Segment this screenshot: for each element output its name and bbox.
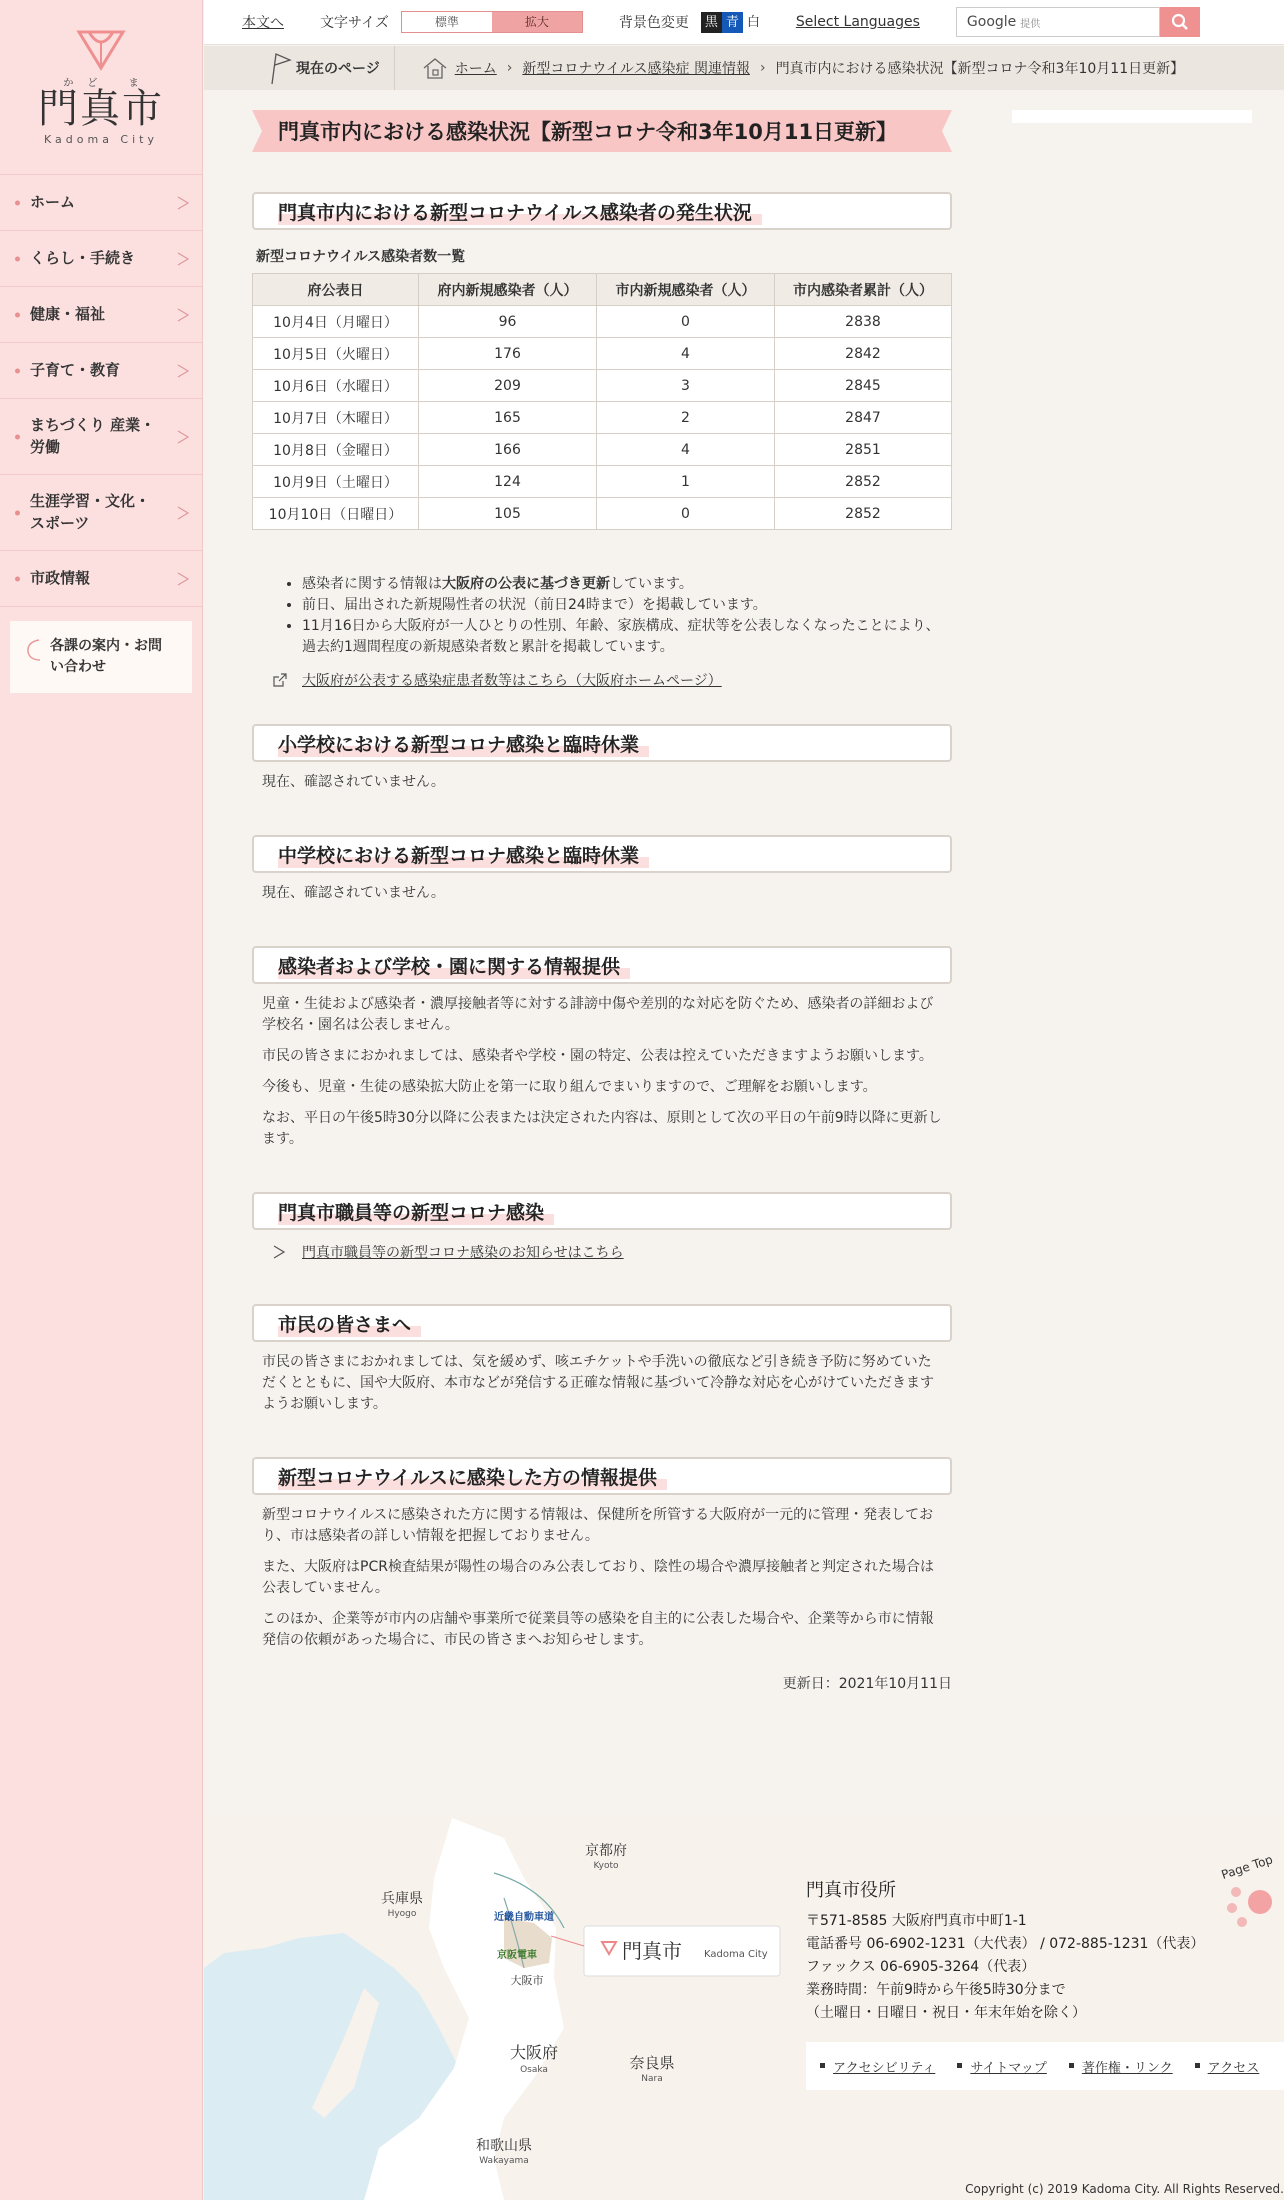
bg-black-button[interactable]: 黒 [701,12,722,33]
search-input[interactable] [956,7,1160,37]
table-header: 府公表日 [253,274,419,306]
section-heading: 市民の皆さまへ [252,1304,952,1342]
copyright: Copyright (c) 2019 Kadoma City. All Rights Reserved. [965,2182,1284,2196]
bg-blue-button[interactable]: 青 [722,12,743,33]
list-item: • 11月16日から大阪府が一人ひとりの性別、年齢、家族構成、症状等を公表しなくなったことにより、過去約1週間程度の新規感染者数と累計を掲載しています。 [302,616,952,658]
current-page-label: 現在のページ [296,61,380,77]
section-heading: 小学校における新型コロナ感染と臨時休業 [252,724,952,762]
staff-notice-link[interactable]: 門真市職員等の新型コロナ感染のお知らせはこちら [302,1245,624,1261]
table-row [253,370,952,402]
table-row [253,466,952,498]
sidebar-item-label: 健康・福祉 [30,304,106,323]
right-column-box [1012,110,1252,123]
chevron-right-icon: › [759,60,766,76]
sidebar-item-label: まちづくり 産業・労働 [30,415,156,456]
map-pointer [551,1936,584,1946]
section-text: 市民の皆さまにおかれましては、感染者や学校・園の特定、公表は控えていただきますようお願いします。 [262,1048,933,1064]
search-brand: Google [966,14,1017,30]
table-cell: 2 [597,402,775,434]
section-heading: 中学校における新型コロナ感染と臨時休業 [252,835,952,873]
chevron-right-icon [176,196,190,210]
sidebar [0,0,203,2200]
osaka-external-link-row [272,670,952,690]
chevron-right-icon: › [506,60,513,76]
external-link-icon [272,672,288,688]
footer-link-sitemap[interactable]: サイトマップ [957,2057,1047,2076]
section-heading: 門真市内における新型コロナウイルス感染者の発生状況 [252,192,952,230]
office-hours: 業務時間：午前9時から午後5時30分まで [806,1982,1066,1998]
table-cell: 2838 [775,306,952,338]
table-header: 府内新規感染者（人） [419,274,597,306]
footer-link-access[interactable]: アクセス [1195,2057,1260,2076]
chevron-right-icon [176,430,190,444]
table-cell: 0 [597,306,775,338]
table-cell: 10月8日（金曜日） [253,434,419,466]
table-header: 市内新規感染者（人） [597,274,775,306]
table-cell: 2842 [775,338,952,370]
section-text: 新型コロナウイルスに感染された方に関する情報は、保健所を所管する大阪府が一元的に管理・発表しており、市は感染者の詳しい情報を把握しておりません。 [262,1507,934,1544]
sidebar-item-childcare[interactable] [0,343,202,399]
table-cell: 209 [419,370,597,402]
map-label-hyogo: 兵庫県 [381,1891,423,1907]
osaka-external-link[interactable]: 大阪府が公表する感染症患者数等はこちら（大阪府ホームページ） [302,673,722,689]
map-label-nara-en: Nara [641,2074,663,2084]
logo-ruby: かど ま [63,78,153,89]
sidebar-item-label: くらし・手続き [30,248,136,267]
map-label-osaka-city: 大阪市 [510,1974,544,1987]
list-item: • 前日、届出された新規陽性者の状況（前日24時まで）を掲載しています。 [302,595,952,616]
map-label-osaka-en: Osaka [520,2065,548,2075]
section-text: 現在、確認されていません。 [262,774,445,790]
bg-color-label: 背景色変更 [618,15,689,31]
table-row [253,402,952,434]
table-cell: 10月6日（水曜日） [253,370,419,402]
skip-to-content-link[interactable]: 本文へ [242,15,284,31]
footer-link-accessibility[interactable]: アクセシビリティ [820,2057,935,2076]
list-item: • 感染者に関する情報は大阪府の公表に基づき更新しています。 [302,574,952,595]
office-hours-note: （土曜日・日曜日・祝日・年末年始を除く） [806,2005,1086,2021]
chevron-right-icon [176,572,190,586]
search-icon [1171,13,1189,31]
table-cell: 105 [419,498,597,530]
page-title: 門真市内における感染状況【新型コロナ令和3年10月11日更新】 [252,110,952,152]
office-name: 門真市役所 [806,1880,896,1901]
map-label-kyoto: 京都府 [585,1843,627,1859]
table-cell: 2852 [775,466,952,498]
table-row [253,338,952,370]
table-cell: 10月5日（火曜日） [253,338,419,370]
top-bar [204,0,1284,45]
table-cell: 4 [597,434,775,466]
section-heading: 門真市職員等の新型コロナ感染 [252,1192,952,1230]
svg-text:Page Top: Page Top [1219,1852,1275,1882]
search-button[interactable] [1160,7,1200,37]
logo-title: 門真市 [38,86,164,132]
section-text: また、大阪府はPCR検査結果が陽性の場合のみ公表しており、陰性の場合や濃厚接触者と判定された場合は公表していません。 [262,1559,934,1596]
chevron-right-icon [176,364,190,378]
breadcrumb-current: 門真市内における感染状況【新型コロナ令和3年10月11日更新】 [775,61,1185,77]
font-size-toggle [401,11,583,33]
map-label-wakayama: 和歌山県 [476,2138,532,2154]
office-fax: ファックス 06-6905-3264（代表） [806,1959,1036,1975]
breadcrumb-divider [394,46,395,90]
table-cell: 10月10日（日曜日） [253,498,419,530]
flag-icon [266,51,292,85]
table-cell: 3 [597,370,775,402]
page-top-button[interactable] [1214,1836,1284,1936]
footer-link-copyright[interactable]: 著作権・リンク [1069,2057,1173,2076]
search-provided: 提供 [1020,18,1041,30]
table-cell: 10月9日（土曜日） [253,466,419,498]
table-row [253,306,952,338]
table-header-row [253,274,952,306]
table-cell: 165 [419,402,597,434]
table-cell: 1 [597,466,775,498]
office-address: 〒571-8585 大阪府門真市中町1-1 [806,1913,1027,1929]
chevron-right-icon [176,308,190,322]
breadcrumb-home-link[interactable]: ホーム [454,61,497,77]
area-map [204,1818,804,2200]
chevron-right-icon [272,1245,286,1259]
breadcrumb [204,46,1284,90]
sidebar-item-label: ホーム [30,192,76,211]
main-content [252,110,952,1693]
breadcrumb-parent-link[interactable]: 新型コロナウイルス感染症 関連情報 [522,61,750,77]
map-label-nara: 奈良県 [629,2054,675,2072]
chevron-right-icon [176,252,190,266]
updated-date: 更新日：2021年10月11日 [782,1676,952,1692]
logo-roman: Kadoma City [44,133,158,146]
select-languages-link[interactable]: Select Languages [795,14,920,30]
svg-text:Kadoma City: Kadoma City [704,1949,768,1960]
sidebar-item-health[interactable] [0,287,202,343]
map-label-keihan: 京阪電車 [497,1950,537,1961]
table-cell: 2852 [775,498,952,530]
section-text: このほか、企業等が市内の店舗や事業所で従業員等の感染を自主的に公表した場合や、企業等から市に情報発信の依頼があった場合に、市民の皆さまへお知らせします。 [262,1611,934,1648]
section-text: 現在、確認されていません。 [262,885,445,901]
table-header: 市内感染者累計（人） [775,274,952,306]
sidebar-item-living[interactable] [0,231,202,287]
section-text: 市民の皆さまにおかれましては、気を緩めず、咳エチケットや手洗いの徹底など引き続き予防に努めていただくとともに、国や大阪府、本市などが発信する正確な情報に基づいて冷静な対応を心がけていただきますようお願いします。 [262,1354,934,1412]
sidebar-item-town[interactable] [0,399,202,475]
table-cell: 10月4日（月曜日） [253,306,419,338]
table-cell: 166 [419,434,597,466]
site-logo[interactable] [0,0,202,175]
svg-text:門真市: 門真市 [622,1939,682,1963]
map-label-kintetsu: 近畿自動車道 [494,1912,554,1923]
table-cell: 0 [597,498,775,530]
office-phone: 電話番号 06-6902-1231（大代表） / 072-885-1231（代表） [806,1936,1205,1952]
table-cell: 10月7日（木曜日） [253,402,419,434]
table-cell: 96 [419,306,597,338]
table-cell: 2847 [775,402,952,434]
section-text: 今後も、児童・生徒の感染拡大防止を第一に取り組んでまいりますので、ご理解をお願いします。 [262,1079,877,1095]
table-caption: 新型コロナウイルス感染者数一覧 [256,249,466,265]
home-icon [421,56,449,80]
bg-white-button[interactable]: 白 [743,12,764,33]
section-text: 児童・生徒および感染者・濃厚接触者等に対する誹謗中傷や差別的な対応を防ぐため、感染者の詳細および学校名・園名は公表しません。 [262,996,934,1033]
chevron-right-icon [176,506,190,520]
office-info [806,1910,1204,2025]
cases-table [252,273,952,530]
table-cell: 176 [419,338,597,370]
sidebar-item-culture[interactable] [0,475,202,551]
contact-button[interactable] [10,621,192,693]
font-size-large-button[interactable]: 拡大 [492,12,582,32]
table-cell: 2851 [775,434,952,466]
map-label-hyogo-en: Hyogo [387,1909,417,1919]
table-row [253,434,952,466]
sidebar-item-home[interactable] [0,175,202,231]
sidebar-item-label: 子育て・教育 [30,360,121,379]
map-label-kyoto-en: Kyoto [593,1861,619,1871]
section-heading: 感染者および学校・園に関する情報提供 [252,946,952,984]
section-heading: 新型コロナウイルスに感染した方の情報提供 [252,1457,952,1495]
contact-label: 各課の案内・お問い合わせ [50,638,162,675]
kadoma-logo-icon [75,28,127,72]
font-size-standard-button[interactable]: 標準 [402,12,492,32]
map-label-osaka: 大阪府 [509,2043,559,2062]
table-cell: 4 [597,338,775,370]
map-kadoma-badge [584,1926,780,1976]
info-bullet-list [302,574,952,658]
font-size-label: 文字サイズ [320,15,389,31]
table-cell: 124 [419,466,597,498]
staff-notice-link-row [272,1242,952,1262]
phone-icon [24,638,44,662]
footer [204,1818,1284,2200]
footer-links [806,2042,1284,2090]
sidebar-item-admin[interactable] [0,551,202,607]
bg-color-buttons [701,12,764,33]
table-row [253,498,952,530]
section-text: なお、平日の午後5時30分以降に公表または決定された内容は、原則として次の平日の午前9時以降に更新します。 [262,1110,942,1147]
table-cell: 2845 [775,370,952,402]
sidebar-item-label: 市政情報 [30,568,91,587]
map-label-wakayama-en: Wakayama [479,2156,529,2166]
sidebar-item-label: 生涯学習・文化・スポーツ [30,491,151,532]
